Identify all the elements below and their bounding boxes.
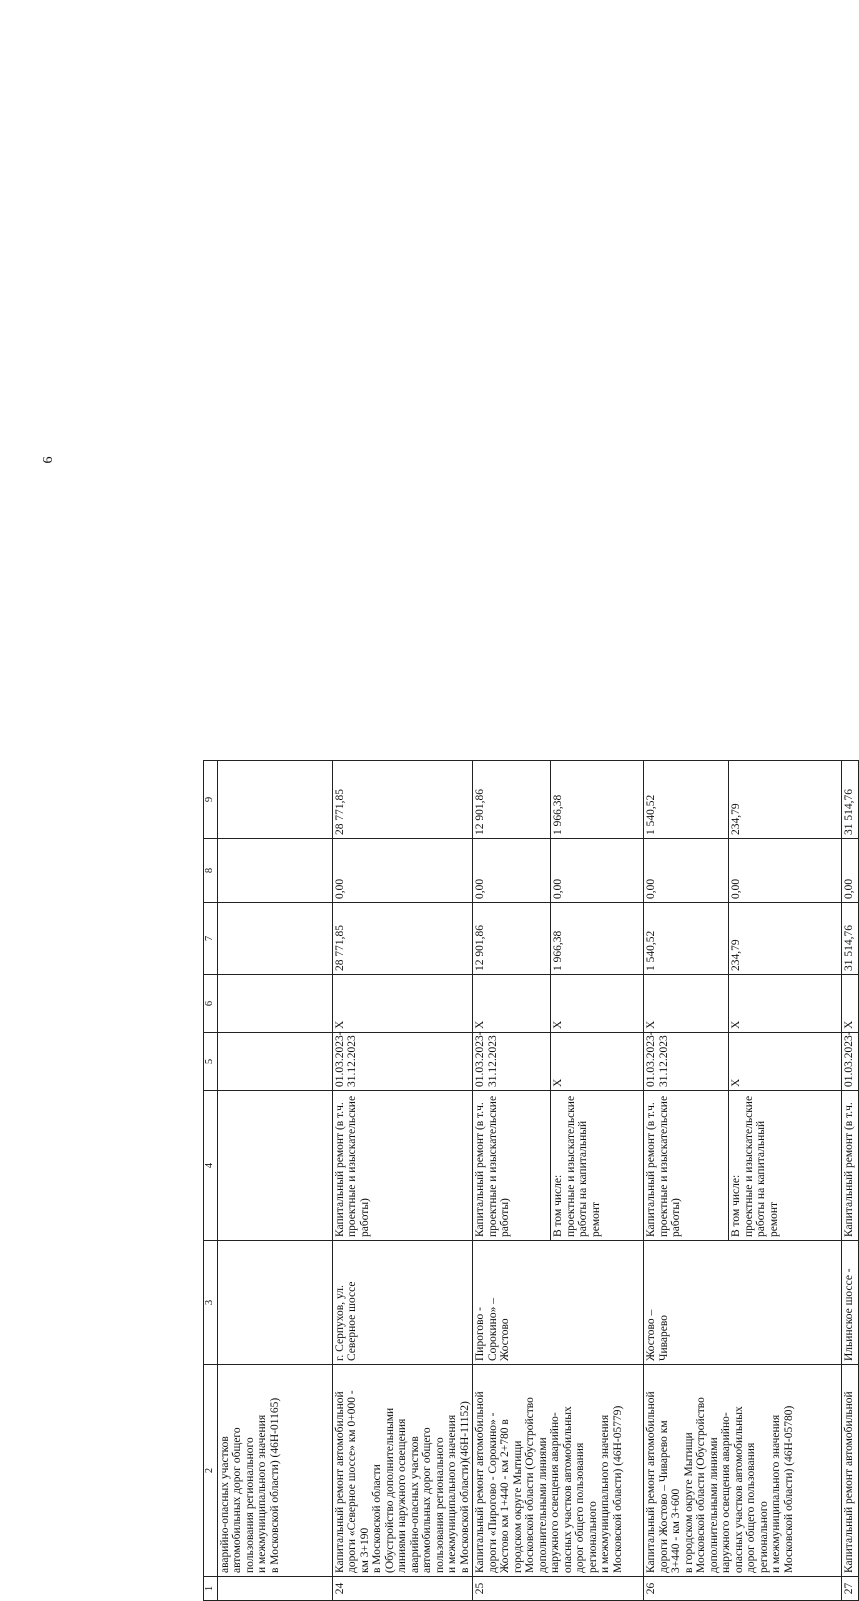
text-line: 01.03.2023-	[843, 1031, 855, 1087]
table-body	[217, 761, 859, 1601]
text-line: Капитальный ремонт автомобильной	[333, 1391, 346, 1573]
text-line: (Обустройство дополнительными	[383, 1407, 396, 1573]
col-header: 1	[204, 1577, 218, 1601]
col7-amount-cell: 1 540,52	[644, 903, 729, 975]
row-number-cell	[217, 1577, 332, 1601]
text-line: в городском округе Мытищи	[682, 1432, 695, 1573]
text-line: аварийно-опасных участков	[408, 1436, 421, 1573]
col9-amount-cell: 1 540,52	[644, 761, 729, 839]
col7-amount-cell: 12 901,86	[473, 903, 551, 975]
col-header: 3	[204, 1241, 218, 1365]
col9-amount-cell: 234,79	[729, 761, 842, 839]
text-line: опасных участков автомобильных	[561, 1406, 574, 1573]
row-number-cell: 25	[473, 1577, 644, 1601]
text-line: Капитальный ремонт (в т.ч.	[645, 1102, 657, 1237]
text-line: и межмуниципального значения	[599, 1414, 611, 1573]
col6-cell: X	[842, 975, 859, 1033]
col8-amount-cell: 0,00	[644, 839, 729, 903]
text-line: Московской области) (46Н-05780)	[782, 1405, 795, 1573]
location-cell	[842, 1241, 859, 1365]
text-line: дорог общего пользования	[574, 1442, 586, 1573]
col7-amount-cell: 28 771,85	[332, 903, 473, 975]
text-line: Московской области (Обустройство	[695, 1397, 707, 1573]
text-line: дополнительными линиями	[707, 1437, 720, 1573]
table-row-24	[332, 761, 473, 1601]
text-line: пользования регионального	[243, 1437, 256, 1573]
object-name-cell	[644, 1365, 842, 1577]
text-line: Капитальный ремонт автомобильной	[645, 1391, 657, 1573]
col-header: 4	[204, 1091, 218, 1241]
col8-amount-cell: 0,00	[842, 839, 859, 903]
text-line: В том числе:	[552, 1174, 564, 1237]
page-number: 6	[41, 456, 56, 464]
text-line: Сорокино» –	[486, 1298, 499, 1361]
col-header: 2	[204, 1365, 218, 1577]
text-line: аварийно-опасных участков	[218, 1436, 231, 1573]
text-line: ремонт	[767, 1201, 780, 1237]
work-type-cell	[332, 1091, 473, 1241]
col-header: 5	[204, 1033, 218, 1091]
text-line: Жостово –	[645, 1309, 657, 1361]
work-type-cell	[217, 1091, 332, 1241]
col7-amount-cell: 31 514,76	[842, 903, 859, 975]
col9-cell	[217, 761, 332, 839]
period-cell	[332, 1033, 473, 1091]
text-line: Чиварево	[657, 1315, 670, 1361]
text-line: Жостово км 1+440 - км 2+780 в	[499, 1419, 511, 1573]
text-line: Капитальный ремонт автомобильной	[843, 1391, 855, 1573]
continuation-row	[217, 761, 332, 1601]
col-header: 9	[204, 761, 218, 839]
period-cell	[217, 1033, 332, 1091]
text-line: в Московской области)(46Н-11152)	[458, 1401, 471, 1573]
col-header: 6	[204, 975, 218, 1033]
period-cell	[729, 1033, 842, 1091]
text-line: 01.03.2023-	[333, 1031, 346, 1087]
work-type-cell	[551, 1091, 644, 1241]
text-line: X	[552, 1078, 564, 1087]
col6-cell: X	[551, 975, 644, 1033]
text-line: пользования регионального	[433, 1437, 446, 1573]
text-line: проектные и изыскательские	[486, 1095, 499, 1237]
text-line: Капитальный ремонт (в т.ч.	[474, 1102, 486, 1237]
text-line: 31.12.2023	[657, 1035, 670, 1087]
text-line: 01.03.2023-	[474, 1031, 486, 1087]
row-number-cell: 27	[842, 1577, 859, 1601]
period-cell	[473, 1033, 551, 1091]
text-line: 01.03.2023-	[645, 1031, 657, 1087]
text-line: линиями наружного освещения	[396, 1418, 408, 1573]
text-line: Жостово	[499, 1318, 511, 1361]
text-line: и межмуниципального значения	[770, 1414, 782, 1573]
text-line: проектные и изыскательские	[346, 1095, 358, 1237]
text-line: км 3+190	[358, 1527, 371, 1573]
text-line: и межмуниципального значения	[256, 1414, 268, 1573]
text-line: опасных участков автомобильных	[732, 1406, 745, 1573]
text-line: 31.12.2023	[346, 1035, 358, 1087]
text-line: дополнительными линиями	[536, 1437, 549, 1573]
text-line: X	[730, 1078, 742, 1087]
row-number-cell: 26	[644, 1577, 842, 1601]
col9-amount-cell: 12 901,86	[473, 761, 551, 839]
text-line: наружного освещения аварийно-	[720, 1412, 732, 1573]
period-cell	[842, 1033, 859, 1091]
text-line: дорог общего пользования	[745, 1442, 757, 1573]
work-type-cell	[644, 1091, 729, 1241]
text-line: 3+440 - км 3+600	[670, 1488, 682, 1573]
text-line: проектные и изыскательские	[564, 1095, 577, 1237]
text-line: работы)	[670, 1198, 682, 1237]
row-number-cell: 24	[332, 1577, 473, 1601]
text-line: Ильинское шоссе -	[843, 1268, 855, 1361]
text-line: и межмуниципального значения	[446, 1414, 458, 1573]
period-cell	[644, 1033, 729, 1091]
col7-cell	[217, 903, 332, 975]
col7-amount-cell: 1 966,38	[551, 903, 644, 975]
work-type-cell	[842, 1091, 859, 1241]
text-line: автомобильных дорог общего	[231, 1427, 243, 1573]
text-line: Капитальный ремонт автомобильной	[474, 1391, 486, 1573]
col7-amount-cell: 234,79	[729, 903, 842, 975]
object-name-cell	[332, 1365, 473, 1577]
text-line: ремонт	[589, 1201, 602, 1237]
text-line: регионального	[586, 1501, 599, 1573]
table-row-27	[842, 761, 859, 1601]
col6-cell: X	[729, 975, 842, 1033]
col8-amount-cell: 0,00	[551, 839, 644, 903]
location-cell	[217, 1241, 332, 1365]
works-table	[203, 760, 859, 1601]
col6-cell: X	[644, 975, 729, 1033]
text-line: наружного освещения аварийно-	[549, 1412, 561, 1573]
table-row-26	[644, 761, 729, 1601]
text-line: проектные и изыскательские	[657, 1095, 670, 1237]
text-line: городском округе Мытищи	[511, 1440, 524, 1573]
text-line: Северное шоссе	[346, 1281, 358, 1361]
col8-cell	[217, 839, 332, 903]
text-line: в Московской области	[371, 1464, 383, 1573]
col9-amount-cell: 28 771,85	[332, 761, 473, 839]
col8-amount-cell: 0,00	[729, 839, 842, 903]
text-line: Пирогово -	[474, 1307, 486, 1361]
text-line: В том числе:	[730, 1174, 742, 1237]
table-row-25	[473, 761, 551, 1601]
text-line: проектные и изыскательские	[742, 1095, 755, 1237]
column-number-header	[204, 761, 218, 1601]
col9-amount-cell: 1 966,38	[551, 761, 644, 839]
text-line: 31.12.2023	[486, 1035, 499, 1087]
work-type-cell	[473, 1091, 551, 1241]
col9-amount-cell: 31 514,76	[842, 761, 859, 839]
col6-cell: X	[473, 975, 551, 1033]
text-line: г. Серпухов, ул.	[333, 1285, 346, 1361]
location-cell	[332, 1241, 473, 1365]
text-line: в Московской области) (46Н-01165)	[268, 1397, 281, 1573]
text-line: дороги Жостово – Чиварево км	[657, 1420, 670, 1573]
text-line: регионального	[757, 1501, 770, 1573]
work-type-cell	[729, 1091, 842, 1241]
text-line: дороги «Пирогово - Сорокино» -	[486, 1412, 499, 1573]
col8-amount-cell: 0,00	[473, 839, 551, 903]
col-header: 7	[204, 903, 218, 975]
text-line: Капитальный ремонт (в т.ч.	[843, 1102, 855, 1237]
location-cell	[644, 1241, 842, 1365]
col6-cell	[217, 975, 332, 1033]
text-line: Московской области (Обустройство	[524, 1397, 536, 1573]
col8-amount-cell: 0,00	[332, 839, 473, 903]
text-line: работы на капитальный	[755, 1120, 767, 1237]
object-name-cell	[842, 1365, 859, 1577]
object-name-cell	[217, 1365, 332, 1577]
text-line: Капитальный ремонт (в т.ч.	[333, 1102, 346, 1237]
col6-cell: X	[332, 975, 473, 1033]
col-header: 8	[204, 839, 218, 903]
text-line: Московской области) (46Н-05779)	[611, 1405, 624, 1573]
text-line: работы)	[358, 1198, 371, 1237]
text-line: работы на капитальный	[577, 1120, 589, 1237]
rotated-sheet	[203, 761, 855, 1601]
period-cell	[551, 1033, 644, 1091]
text-line: автомобильных дорог общего	[421, 1427, 433, 1573]
text-line: работы)	[499, 1198, 511, 1237]
object-name-cell	[473, 1365, 644, 1577]
location-cell	[473, 1241, 644, 1365]
text-line: дороги «Северное шоссе» км 0+000 -	[346, 1390, 358, 1573]
